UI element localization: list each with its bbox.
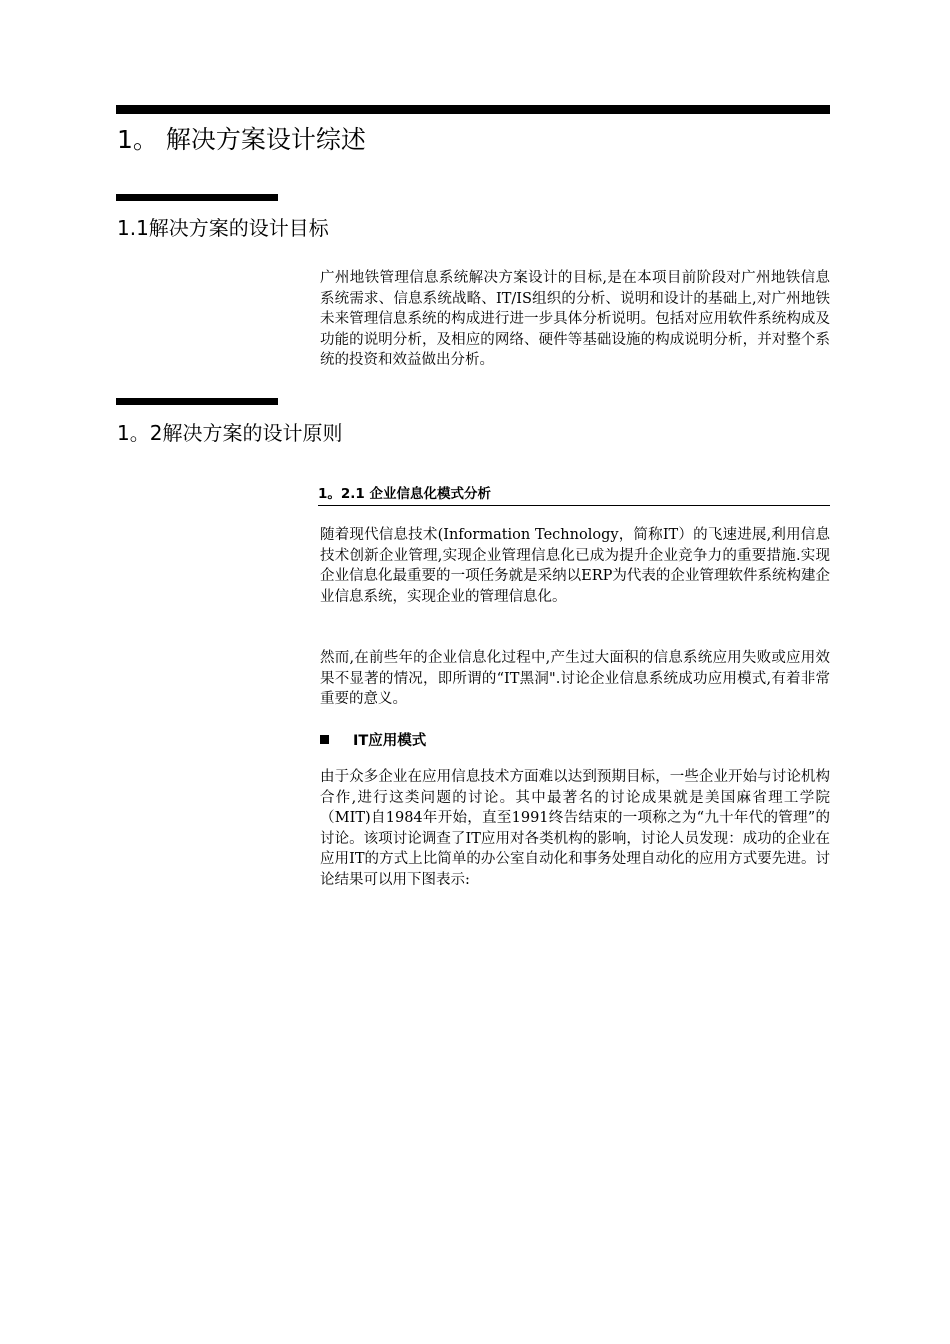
section-1-heading: 1。 解决方案设计综述 xyxy=(117,125,366,154)
section-1-1-rule xyxy=(116,194,278,201)
bullet-label: IT应用模式 xyxy=(353,732,427,749)
section-1-2-heading: 1。2解决方案的设计原则 xyxy=(117,421,343,445)
bullet-it-application-mode xyxy=(320,729,426,749)
subsection-1-2-1-heading: 1。2.1 企业信息化模式分析 xyxy=(318,484,830,506)
section-top-rule xyxy=(116,105,830,114)
subsection-paragraph-2: 然而,在前些年的企业信息化过程中,产生过大面积的信息系统应用失败或应用效果不显著的情况，即所谓的“IT黑洞".讨论企业信息系统成功应用模式,有着非常重要的意义。 xyxy=(320,650,830,708)
square-bullet-icon xyxy=(320,735,329,744)
section-1-1-heading: 1.1解决方案的设计目标 xyxy=(117,216,329,240)
section-1-2-rule xyxy=(116,398,278,405)
bullet-paragraph: 由于众多企业在应用信息技术方面难以达到预期目标，一些企业开始与讨论机构合作,进行这类问题的讨论。其中最著名的讨论成果就是美国麻省理工学院（MIT)自1984年开始，直至1991终告结束的一项称之为“九十年代的管理”的讨论。该项讨论调查了IT应用对各类机构的影响，讨论人员发现：成功的企业在应用IT的方式上比简单的办公室自动化和事务处理自动化的应用方式要先进。讨论结果可以用下图表示: xyxy=(320,769,830,888)
subsection-paragraph-1: 随着现代信息技术(Information Technology，简称IT）的飞速进展,利用信息技术创新企业管理,实现企业管理信息化已成为提升企业竞争力的重要措施.实现企业信息化最重要的一项任务就是采纳以ERP为代表的企业管理软件系统构建企业信息系统，实现企业的管理信息化。 xyxy=(320,527,830,605)
section-1-1-paragraph: 广州地铁管理信息系统解决方案设计的目标,是在本项目前阶段对广州地铁信息系统需求、信息系统战略、IT/IS组织的分析、说明和设计的基础上,对广州地铁未来管理信息系统的构成进行进一步具体分析说明。包括对应用软件系统构成及功能的说明分析，及相应的网络、硬件等基础设施的构成说明分析，并对整个系统的投资和效益做出分析。 xyxy=(320,270,830,369)
